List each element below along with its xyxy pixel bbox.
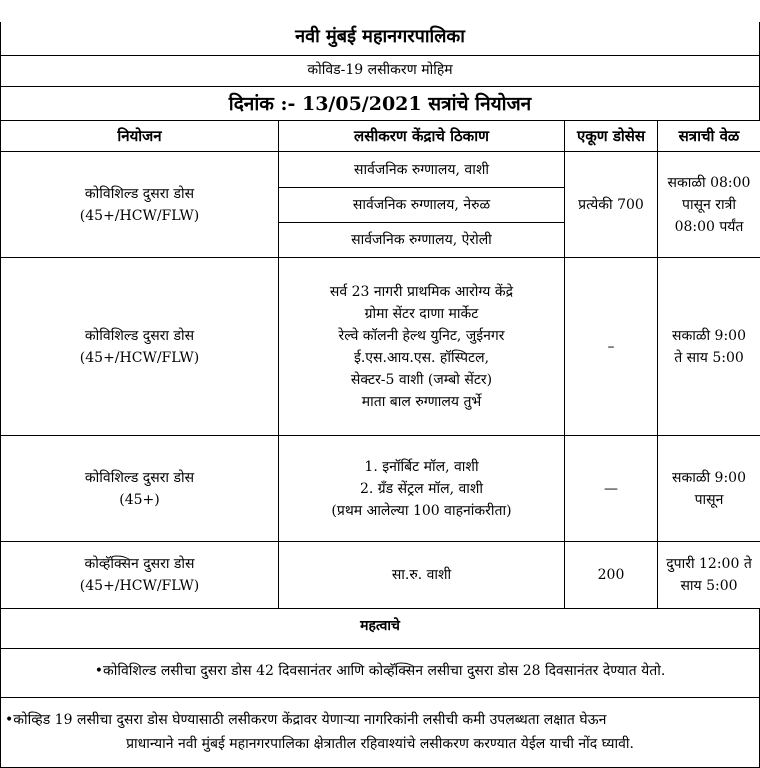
plan-group: (45+/HCW/FLW) xyxy=(79,207,200,224)
center-line: 1. इनॉर्बिट मॉल, वाशी xyxy=(364,458,479,475)
center-line: सेक्टर-5 वाशी (जम्बो सेंटर) xyxy=(350,371,493,388)
plan-group: (45+) xyxy=(119,491,160,508)
table-row xyxy=(1,258,760,436)
note-priority-residents xyxy=(0,697,760,768)
time-cell xyxy=(658,152,760,258)
time-line: सकाळी 9:00 xyxy=(672,469,746,486)
notes-heading: महत्वाचे xyxy=(0,608,760,648)
note-second-dose-interval: •कोविशिल्ड लसीचा दुसरा डोस 42 दिवसानंतर आणि कोव्हॅक्सिन लसीचा दुसरा डोस 28 दिवसानंतर देण्यात येतो. xyxy=(0,648,760,697)
page-subtitle: कोविड-19 लसीकरण मोहिम xyxy=(0,55,760,86)
time-cell xyxy=(658,258,760,436)
table-row xyxy=(1,152,760,188)
time-line: सकाळी 08:00 xyxy=(667,174,751,191)
center-line: माता बाल रुग्णालय तुर्भे xyxy=(361,393,482,410)
center-line: ई.एस.आय.एस. हॉस्पिटल, xyxy=(353,349,490,366)
center-line: सर्व 23 नागरी प्राथमिक आरोग्य केंद्रे xyxy=(329,283,514,300)
center-cell xyxy=(279,258,565,436)
plan-group: (45+/HCW/FLW) xyxy=(79,349,200,366)
plan-vaccine: कोविशिल्ड दुसरा डोस xyxy=(84,327,195,344)
time-line: सकाळी 9:00 xyxy=(672,327,746,344)
table-header-row xyxy=(1,121,760,152)
doses-cell: 200 xyxy=(565,542,658,609)
time-cell xyxy=(658,436,760,542)
plan-vaccine: कोविशिल्ड दुसरा डोस xyxy=(84,185,195,202)
center-cell xyxy=(279,436,565,542)
doses-cell: प्रत्येकी 700 xyxy=(565,152,658,258)
plan-vaccine: कोव्हॅक्सिन दुसरा डोस xyxy=(84,556,195,572)
table-row xyxy=(1,542,760,609)
center-cell: सार्वजनिक रुग्णालय, नेरुळ xyxy=(279,188,565,223)
page-title: नवी मुंबई महानगरपालिका xyxy=(0,22,760,55)
table-row xyxy=(1,436,760,542)
time-line: ते साय 5:00 xyxy=(674,349,744,366)
center-cell: सार्वजनिक रुग्णालय, वाशी xyxy=(279,152,565,188)
plan-cell xyxy=(1,542,279,609)
plan-cell xyxy=(1,152,279,258)
schedule-table xyxy=(0,120,760,609)
center-line: 2. ग्रँड सेंट्रल मॉल, वाशी xyxy=(359,480,484,497)
center-cell: सार्वजनिक रुग्णालय, ऐरोली xyxy=(279,223,565,258)
plan-cell xyxy=(1,258,279,436)
column-header-doses: एकूण डोसेस xyxy=(565,121,658,152)
date-line: दिनांक :- 13/05/2021 सत्रांचे नियोजन xyxy=(0,86,760,120)
center-line: रेल्वे कॉलनी हेल्थ युनिट, जुईनगर xyxy=(338,327,505,344)
note-line: •कोव्हिड 19 लसीचा दुसरा डोस घेण्यासाठी लसीकरण केंद्रावर येणाऱ्या नागरिकांनी लसीची कमी उपलब्धता लक्षात घेऊन xyxy=(5,712,607,728)
time-line: पासून xyxy=(694,491,724,508)
center-cell: सा.रु. वाशी xyxy=(279,542,565,609)
time-cell xyxy=(658,542,760,609)
time-line: पासून रात्री xyxy=(682,196,736,213)
time-line: दुपारी 12:00 ते xyxy=(666,556,752,572)
plan-group: (45+/HCW/FLW) xyxy=(79,578,200,594)
center-line: ग्रोमा सेंटर दाणा मार्केट xyxy=(364,305,479,322)
column-header-time: सत्राची वेळ xyxy=(658,121,760,152)
plan-cell xyxy=(1,436,279,542)
column-header-plan: नियोजन xyxy=(1,121,279,152)
column-header-center: लसीकरण केंद्राचे ठिकाण xyxy=(279,121,565,152)
note-line: प्राधान्याने नवी मुंबई महानगरपालिका क्षेत्रातील रहिवाश्यांचे लसीकरण करण्यात येईल याची नोंद घ्यावी. xyxy=(126,736,634,752)
doses-cell: – xyxy=(565,258,658,436)
doses-cell: — xyxy=(565,436,658,542)
time-line: साय 5:00 xyxy=(680,578,738,594)
time-line: 08:00 पर्यंत xyxy=(674,218,744,235)
center-line: (प्रथम आलेल्या 100 वाहनांकरीता) xyxy=(331,502,512,519)
plan-vaccine: कोविशिल्ड दुसरा डोस xyxy=(84,469,195,486)
